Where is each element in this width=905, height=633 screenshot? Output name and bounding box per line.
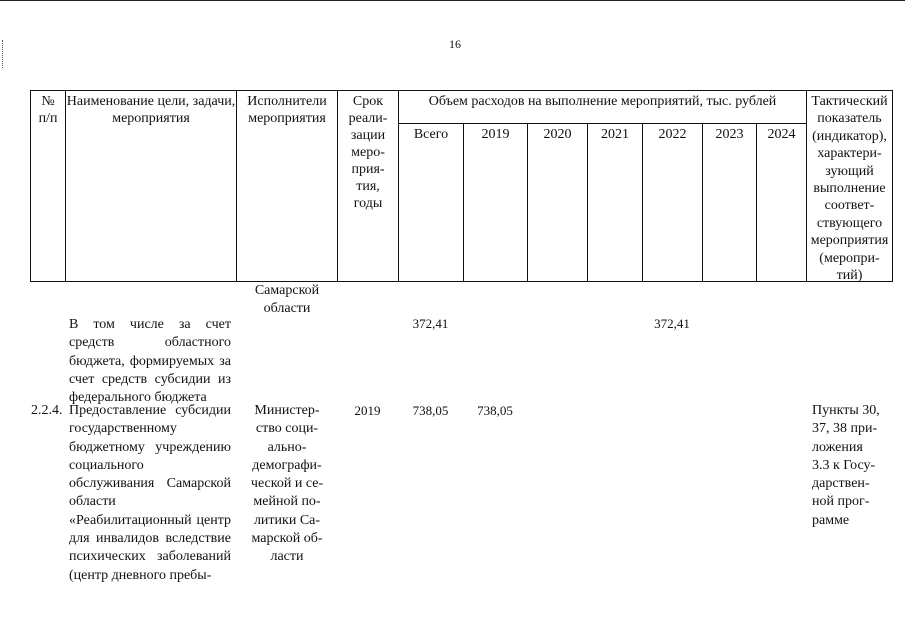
header-year-2023: 2023 — [703, 124, 757, 282]
header-indicator: Тактический показатель (индикатор), характери- зующий выполнение соответ- ствующего мероприятия (меропри- тий) — [807, 91, 893, 282]
header-year-2022: 2022 — [643, 124, 703, 282]
row-term: 2019 — [354, 403, 381, 418]
subsidy-row-2022: 372,41 — [654, 316, 690, 331]
page-number: 16 — [449, 37, 461, 51]
subsidy-row-total: 372,41 — [412, 316, 449, 331]
scan-artifact — [2, 40, 7, 68]
header-year-2019: 2019 — [464, 124, 528, 282]
header-number: № п/п — [31, 91, 66, 282]
executor-continuation: Самарской области — [254, 283, 320, 317]
table-header — [30, 90, 893, 282]
header-year-2021: 2021 — [588, 124, 643, 282]
header-executors: Исполнители мероприятия — [237, 91, 338, 282]
header-total: Всего — [399, 124, 464, 282]
row-total: 738,05 — [412, 403, 449, 418]
header-expenses: Объем расходов на выполнение мероприятий, тыс. рублей — [399, 91, 807, 124]
header-year-2024: 2024 — [757, 124, 807, 282]
scan-edge-line — [0, 0, 905, 1]
header-name: Наименование цели, задачи, мероприятия — [66, 91, 237, 282]
row-executor: Министер- ство соци- ально- демографи- ческой и се- мейной по- литики Са- марской об- ласти — [250, 403, 324, 565]
header-year-2020: 2020 — [528, 124, 588, 282]
row-number: 2.2.4. — [31, 403, 63, 418]
subsidy-row-name: В том числе за счет средств областного бюджета, формируемых за счет средств субсидии из федерального бюджета — [69, 317, 231, 406]
header-term: Срок реали- зации меро- прия- тия, годы — [338, 91, 399, 282]
row-2019: 738,05 — [477, 403, 513, 418]
row-name: Предоставление субсидии государственному бюджетному учреждению социального обслуживания Самарской области «Реабилитационный центр для инвалидов вследствие психических заболеваний (центр дневного пребы- — [69, 403, 231, 583]
row-indicator: Пункты 30, 37, 38 при- ложения 3.3 к Госу- дарствен- ной прог- рамме — [812, 403, 880, 528]
